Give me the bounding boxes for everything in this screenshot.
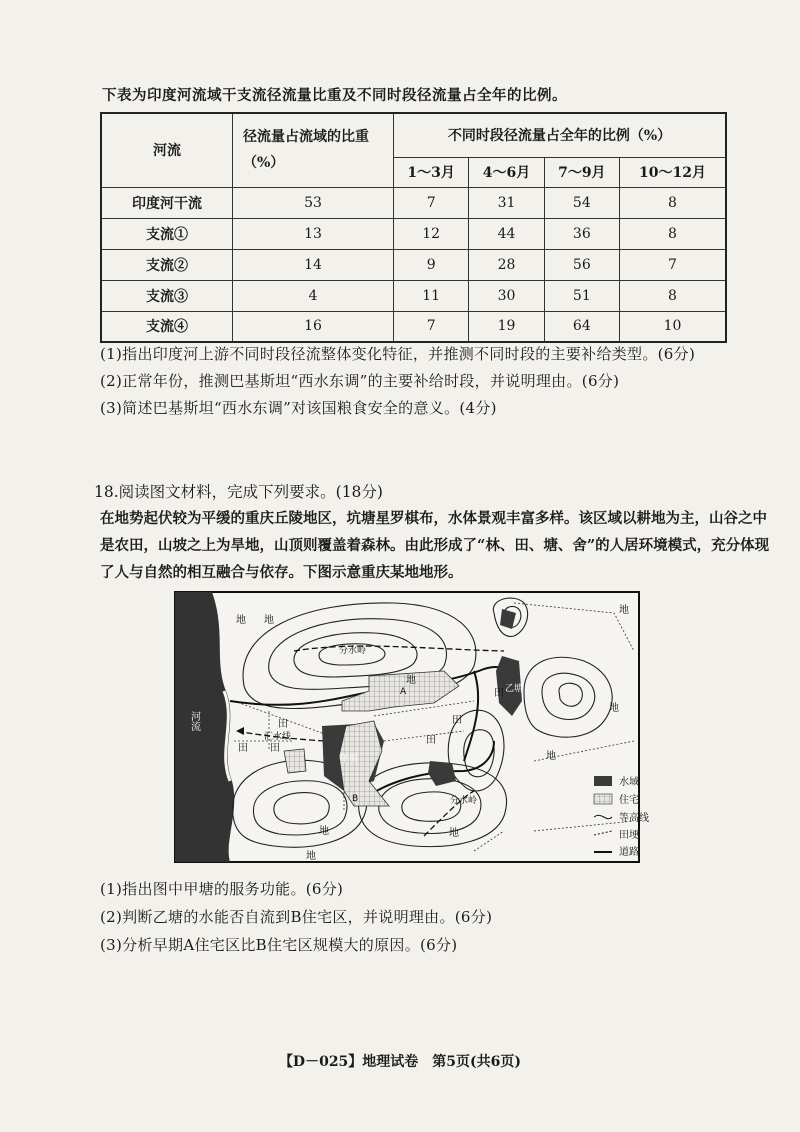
river-name: 支流① xyxy=(101,218,233,249)
period-value: 12 xyxy=(394,218,469,249)
period-value: 64 xyxy=(544,311,619,342)
legend-water: 水域 xyxy=(619,777,639,788)
table-intro: 下表为印度河流域干支流径流量比重及不同时段径流量占全年的比例。 xyxy=(102,87,567,104)
label-di: 地 xyxy=(619,605,629,616)
question-18-2: (2)判断乙塘的水能否自流到B住宅区，并说明理由。(6分) xyxy=(100,908,493,926)
label-di: 地 xyxy=(319,826,329,837)
header-period: 10～12月 xyxy=(619,157,726,187)
table-row xyxy=(101,311,726,342)
table-row xyxy=(101,218,726,249)
label-fenshui: 分水岭 xyxy=(450,796,478,806)
question-18-3: (3)分析早期A住宅区比B住宅区规模大的原因。(6分) xyxy=(100,936,458,954)
label-fenshui: 分水岭 xyxy=(339,646,367,656)
period-value: 7 xyxy=(619,249,726,280)
label-di: 地 xyxy=(306,851,316,862)
label-A: A xyxy=(400,687,407,697)
label-tian: 田 xyxy=(270,743,280,754)
period-value: 31 xyxy=(469,187,544,218)
label-huishui: 汇水线 xyxy=(264,732,292,742)
period-value: 7 xyxy=(394,187,469,218)
label-tian: 田 xyxy=(426,735,436,746)
period-value: 19 xyxy=(469,311,544,342)
share-value: 13 xyxy=(233,218,394,249)
legend-water-swatch xyxy=(594,776,612,786)
legend-road: 道路 xyxy=(619,847,639,858)
header-river: 河流 xyxy=(101,113,233,187)
table-row xyxy=(101,249,726,280)
label-pond-jia: 甲塘 xyxy=(340,754,359,764)
question-17-3: (3)简述巴基斯坦“西水东调”对该国粮食安全的意义。(4分) xyxy=(100,399,497,417)
question-17-2: (2)正常年份，推测巴基斯坦“西水东调”的主要补给时段，并说明理由。(6分) xyxy=(100,372,620,390)
label-di: 地 xyxy=(406,675,416,686)
period-value: 56 xyxy=(544,249,619,280)
period-value: 9 xyxy=(394,249,469,280)
river-name: 印度河干流 xyxy=(101,187,233,218)
header-periods: 不同时段径流量占全年的比例（%） xyxy=(394,113,727,157)
period-value: 28 xyxy=(469,249,544,280)
question-18-title: 18.阅读图文材料，完成下列要求。(18分) xyxy=(94,483,383,501)
label-tian: 田 xyxy=(494,688,504,699)
label-tian: 田 xyxy=(278,719,288,730)
share-value: 14 xyxy=(233,249,394,280)
river-label: 河流 xyxy=(188,711,200,731)
label-B: B xyxy=(352,794,359,804)
label-di: 地 xyxy=(236,615,246,626)
label-pond-yi: 乙塘 xyxy=(505,684,524,694)
river-name: 支流③ xyxy=(101,280,233,311)
page-footer: 【D－025】地理试卷 第5页(共6页) xyxy=(278,1054,522,1070)
label-di: 地 xyxy=(546,751,556,762)
period-value: 8 xyxy=(619,218,726,249)
question-17-1: (1)指出印度河上游不同时段径流整体变化特征，并推测不同时段的主要补给类型。(6分) xyxy=(100,345,696,363)
label-tian: 田 xyxy=(238,743,248,754)
share-value: 4 xyxy=(233,280,394,311)
share-value: 53 xyxy=(233,187,394,218)
period-value: 30 xyxy=(469,280,544,311)
legend-house: 住宅 xyxy=(619,795,639,806)
period-value: 10 xyxy=(619,311,726,342)
share-value: 16 xyxy=(233,311,394,342)
period-value: 44 xyxy=(469,218,544,249)
header-period: 1～3月 xyxy=(394,157,469,187)
legend-house-swatch xyxy=(594,794,612,804)
terrain-map xyxy=(174,591,649,863)
label-di: 地 xyxy=(609,703,619,714)
period-value: 11 xyxy=(394,280,469,311)
question-18-material: 在地势起伏较为平缓的重庆丘陵地区，坑塘星罗棋布，水体景观丰富多样。该区域以耕地为主，山谷之中是农田，山坡之上为旱地，山顶则覆盖着森林。由此形成了“林、田、塘、舍”的人居环境模式，充分体现了人与自然的相互融合与依存。下图示意重庆某地地形。 xyxy=(100,510,770,581)
river-name: 支流② xyxy=(101,249,233,280)
table-row xyxy=(101,187,726,218)
runoff-table xyxy=(100,112,727,343)
header-period: 4～6月 xyxy=(469,157,544,187)
label-di: 地 xyxy=(449,828,459,839)
table-row xyxy=(101,280,726,311)
period-value: 36 xyxy=(544,218,619,249)
period-value: 51 xyxy=(544,280,619,311)
label-tian: 田 xyxy=(452,715,462,726)
question-18-1: (1)指出图中甲塘的服务功能。(6分) xyxy=(100,880,344,898)
label-di: 地 xyxy=(264,615,274,626)
period-value: 54 xyxy=(544,187,619,218)
legend-contour: 等高线 xyxy=(619,813,649,824)
river-name: 支流④ xyxy=(101,311,233,342)
period-value: 8 xyxy=(619,280,726,311)
legend-ridge: 田埂 xyxy=(619,830,639,841)
header-share: 径流量占流域的比重（%） xyxy=(233,113,394,187)
header-period: 7～9月 xyxy=(544,157,619,187)
period-value: 7 xyxy=(394,311,469,342)
map-frame xyxy=(175,592,639,862)
period-value: 8 xyxy=(619,187,726,218)
